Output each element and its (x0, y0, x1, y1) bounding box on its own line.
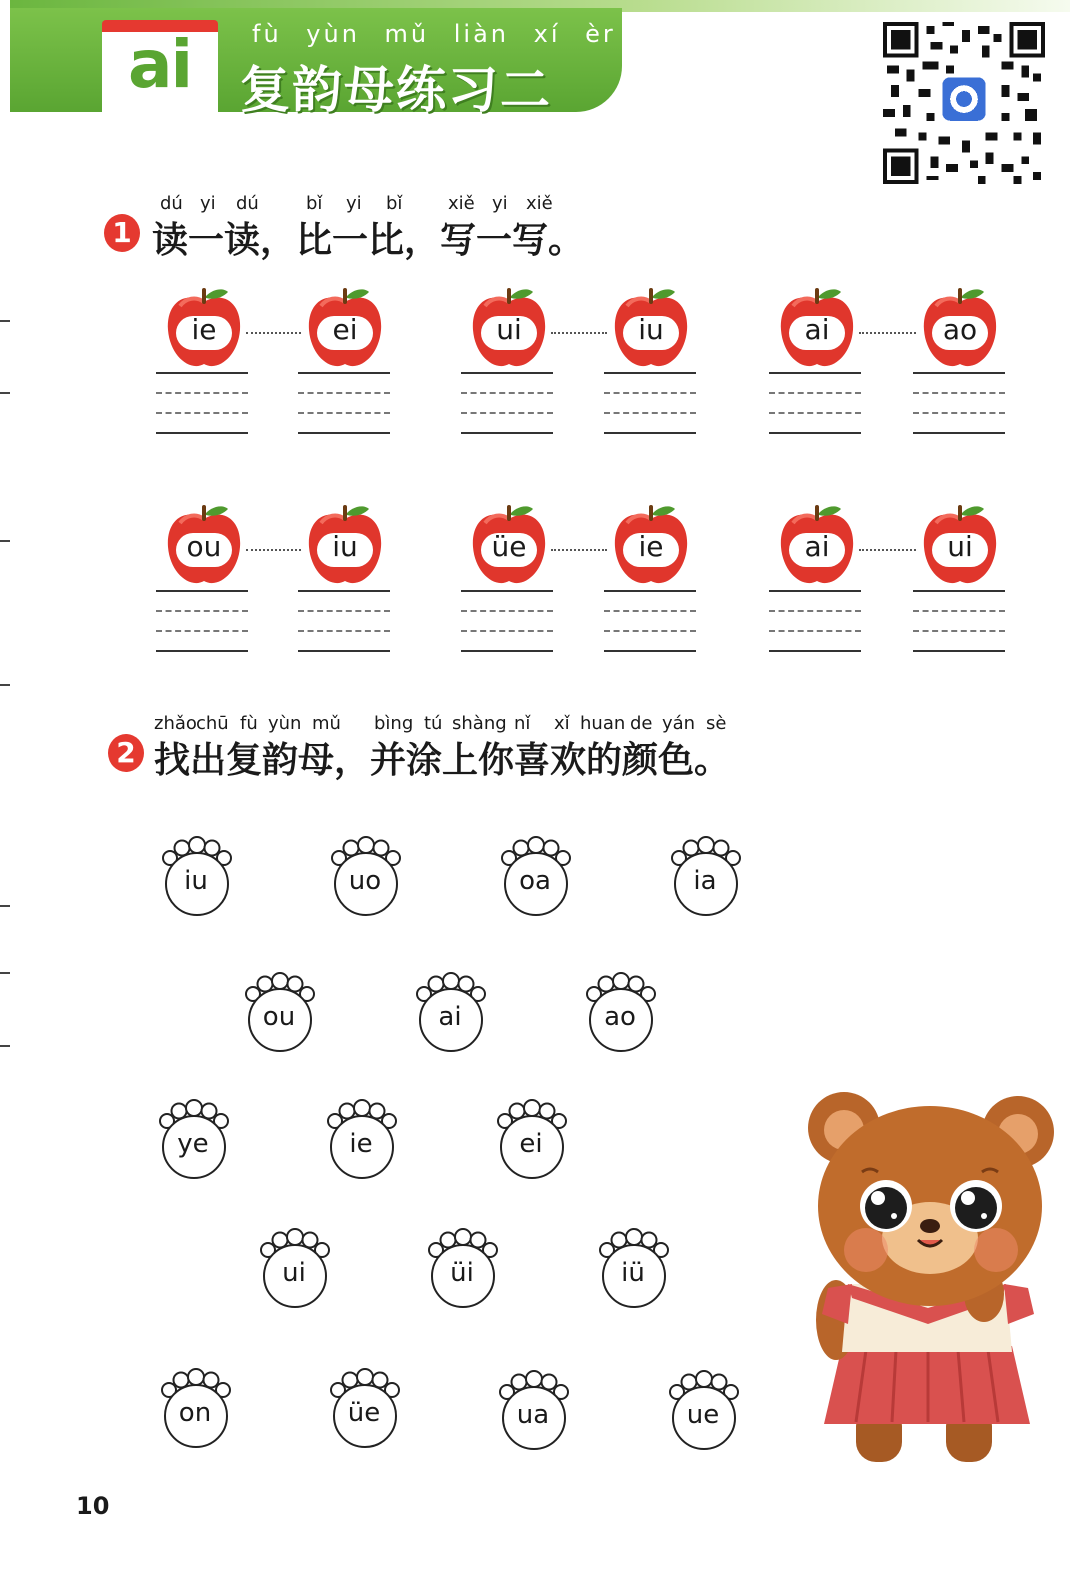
paw-finals-label: ie (349, 1129, 373, 1159)
section-2-pinyin-syllable: chū (196, 713, 229, 734)
writing-lines[interactable] (769, 372, 861, 434)
apple-finals-label: ui (947, 530, 973, 563)
writing-lines[interactable] (913, 590, 1005, 652)
writing-lines[interactable] (298, 590, 390, 652)
paw-print[interactable] (414, 972, 486, 1054)
paw-finals-label: on (178, 1398, 212, 1428)
paw-finals-label: iu (184, 866, 208, 896)
apple-card (922, 503, 998, 589)
section-2-pinyin-syllable: sè (706, 713, 727, 734)
apple-card (779, 286, 855, 372)
section-2-pinyin-syllable: shàng (452, 713, 507, 734)
section-2-number: 2 (108, 734, 144, 772)
writing-lines[interactable] (461, 590, 553, 652)
paw-print[interactable] (258, 1228, 330, 1310)
section-2-pinyin-syllable: mǔ (312, 713, 341, 734)
margin-mark (0, 684, 10, 686)
paw-finals-label: ua (516, 1400, 550, 1430)
section-2-pinyin-syllable: nǐ (514, 713, 531, 734)
section-1-pinyin-syllable: xiě (526, 193, 553, 214)
apple-card (613, 503, 689, 589)
apple-finals-label: ai (804, 313, 830, 346)
section-1-pinyin-syllable: xiě (448, 193, 475, 214)
paw-print[interactable] (328, 1368, 400, 1450)
paw-finals-label: iü (621, 1258, 645, 1288)
apple-finals-label: ui (496, 313, 522, 346)
apple-finals-label: ie (191, 313, 217, 346)
writing-lines[interactable] (604, 590, 696, 652)
apple-finals-label: ao (942, 313, 978, 346)
qr-code[interactable] (882, 22, 1046, 184)
section-2-pinyin-syllable: xǐ (554, 713, 570, 734)
paw-finals-label: ao (604, 1002, 636, 1032)
paw-print[interactable] (497, 1370, 569, 1452)
pair-connector (551, 549, 607, 551)
page-title: 复韵母练习二 (240, 61, 552, 119)
paw-finals-label: oa (519, 866, 551, 896)
paw-print[interactable] (426, 1228, 498, 1310)
pair-connector (859, 332, 916, 334)
apple-card (471, 286, 547, 372)
apple-finals-label: ei (332, 313, 358, 346)
paw-finals-label: ue (686, 1400, 720, 1430)
section-2-pinyin-syllable: de (630, 713, 653, 734)
apple-card (166, 286, 242, 372)
paw-print[interactable] (160, 836, 232, 918)
writing-lines[interactable] (156, 372, 248, 434)
writing-lines[interactable] (461, 372, 553, 434)
pair-connector (551, 332, 607, 334)
paw-print[interactable] (325, 1099, 397, 1181)
section-2-heading: 找出复韵母，并涂上你喜欢的颜色。 (154, 740, 731, 781)
pair-connector (246, 549, 301, 551)
paw-print[interactable] (329, 836, 401, 918)
section-2-pinyin-syllable: fù (240, 713, 258, 734)
paw-finals-label: ye (177, 1129, 209, 1159)
pair-connector (859, 549, 916, 551)
paw-finals-label: ei (519, 1129, 543, 1159)
paw-print[interactable] (597, 1228, 669, 1310)
apple-finals-label: ou (186, 530, 222, 563)
margin-mark (0, 320, 10, 322)
paw-finals-label: üi (450, 1258, 474, 1288)
margin-mark (0, 392, 10, 394)
section-1-number: 1 (104, 214, 140, 252)
apple-card (613, 286, 689, 372)
section-2-pinyin-syllable: huan (580, 713, 626, 734)
margin-mark (0, 540, 10, 542)
section-1-pinyin-syllable: bǐ (306, 193, 323, 214)
title-pinyin: fù yùn mǔ liàn xí èr (252, 20, 616, 48)
paw-print[interactable] (495, 1099, 567, 1181)
paw-print[interactable] (667, 1370, 739, 1452)
paw-finals-label: ai (438, 1002, 462, 1032)
apple-card (307, 503, 383, 589)
margin-mark (0, 1045, 10, 1047)
paw-print[interactable] (159, 1368, 231, 1450)
apple-card (471, 503, 547, 589)
paw-print[interactable] (584, 972, 656, 1054)
apple-card (166, 503, 242, 589)
paw-print[interactable] (499, 836, 571, 918)
section-1-pinyin-syllable: yi (346, 193, 362, 214)
paw-finals-label: uo (348, 866, 382, 896)
section-1-pinyin-syllable: bǐ (386, 193, 403, 214)
page-number: 10 (76, 1492, 110, 1520)
apple-card (779, 503, 855, 589)
apple-finals-label: ie (638, 530, 664, 563)
section-2-pinyin-syllable: yùn (268, 713, 302, 734)
section-1-pinyin-syllable: yi (492, 193, 508, 214)
section-1-pinyin-syllable: yi (200, 193, 216, 214)
apple-finals-label: iu (332, 530, 358, 563)
apple-finals-label: ai (804, 530, 830, 563)
section-2-pinyin-syllable: bìng (374, 713, 414, 734)
section-1-pinyin-syllable: dú (160, 193, 183, 214)
section-1-heading: 读一读，比一比，写一写。 (152, 220, 585, 261)
apple-finals-label: iu (638, 313, 664, 346)
apple-card (307, 286, 383, 372)
writing-lines[interactable] (156, 590, 248, 652)
apple-card (922, 286, 998, 372)
paw-print[interactable] (157, 1099, 229, 1181)
margin-mark (0, 972, 10, 974)
apple-finals-label: üe (491, 530, 527, 563)
writing-lines[interactable] (298, 372, 390, 434)
paw-print[interactable] (243, 972, 315, 1054)
paw-finals-label: ia (693, 866, 717, 896)
writing-lines[interactable] (604, 372, 696, 434)
logo-text: ai (128, 26, 192, 103)
paw-finals-label: üe (347, 1398, 381, 1428)
section-1-pinyin-syllable: dú (236, 193, 259, 214)
writing-lines[interactable] (913, 372, 1005, 434)
writing-lines[interactable] (769, 590, 861, 652)
paw-finals-label: ui (282, 1258, 306, 1288)
section-2-pinyin-syllable: zhǎo (154, 713, 197, 734)
section-2-pinyin-syllable: yán (662, 713, 696, 734)
bear-illustration (806, 1088, 1058, 1468)
margin-mark (0, 905, 10, 907)
paw-print[interactable] (669, 836, 741, 918)
pair-connector (246, 332, 301, 334)
paw-finals-label: ou (262, 1002, 296, 1032)
section-2-pinyin-syllable: tú (424, 713, 443, 734)
